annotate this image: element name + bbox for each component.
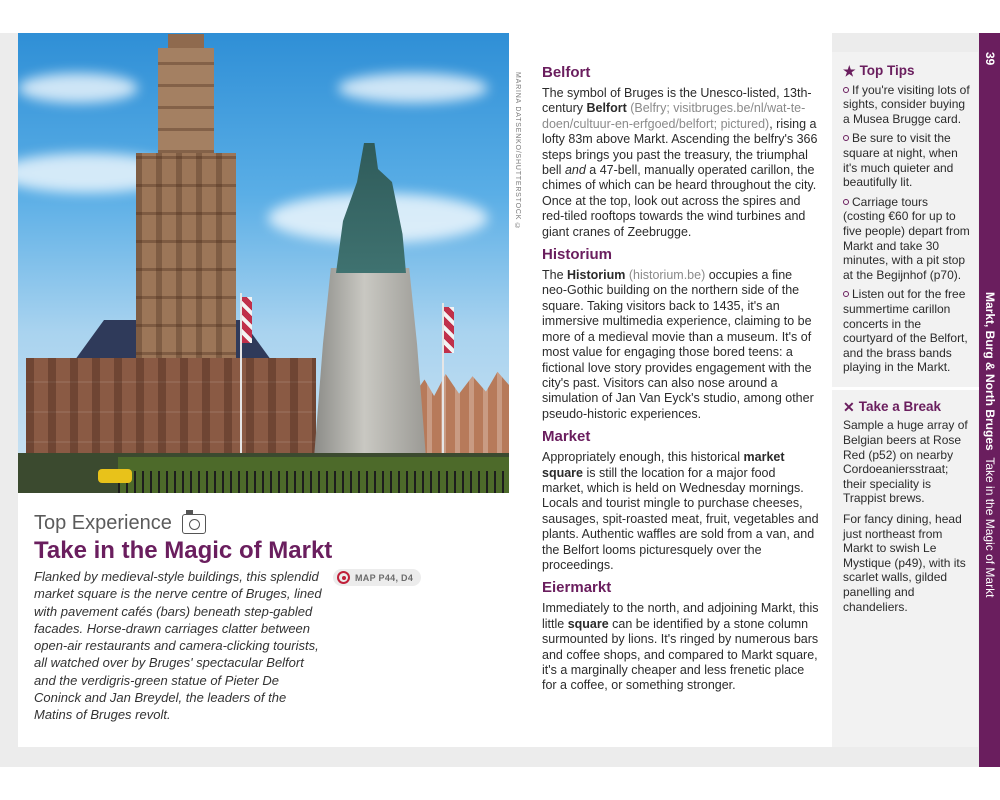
bullet-icon (843, 87, 849, 93)
section-paragraph (542, 601, 820, 693)
take-a-break-heading (843, 400, 971, 415)
fence (118, 471, 509, 493)
spine-chapter: Take in the Magic of Markt (983, 457, 997, 598)
section-heading: Historium (542, 246, 613, 264)
lead-paragraph: Flanked by medieval-style buildings, this splendid market square is the nerve centre of Bruges, lined with pavement cafés (bars) beneath step-gabled facades. Horse-drawn carriages clatter between open-air restaurants and camera-clicking tourists, all watched over by Bruges' spectacular Belfort and the verdigris-green statue of Pieter De Coninck and Jan Breydel, the leaders of the Matins of Bruges revolt. (34, 569, 322, 723)
spine-chapter-label (983, 292, 997, 597)
tip-text: Be sure to visit the square at night, when it's much quieter and beautifully lit. (843, 131, 958, 190)
body-text: The (542, 268, 568, 283)
body-text: The symbol of Bruges is the Unesco-listed, 13th-century (542, 86, 812, 116)
sidebar (832, 52, 978, 747)
section-paragraph (542, 450, 820, 573)
bullet-icon (843, 199, 849, 205)
break-paragraph: For fancy dining, head just northeast from Markt to swish Le Mystique (p49), with its scarlet walls, gilded panelling and chandeliers. (843, 512, 966, 614)
section-heading: Market (542, 428, 591, 446)
star-icon: ★ (843, 63, 856, 80)
bold-term: Historium (567, 268, 626, 283)
body-text: and (564, 163, 586, 178)
map-reference-badge[interactable] (333, 569, 421, 586)
photo-credit: MARINA DATSENKO/SHUTTERSTOCK © (514, 72, 521, 231)
utensils-icon: ✕ (843, 399, 855, 416)
tip-text: Listen out for the free summertime carillon concerts in the courtyard of the Belfort, and the brass bands playing in the Markt. (843, 287, 968, 375)
page-number: 39 (983, 52, 997, 66)
body-text: Immediately to the north, and adjoining Markt, this little (542, 601, 819, 631)
flag (444, 307, 454, 353)
body-text: a 47-bell, manually operated carillon, the chimes of which can be heard throughout the city. Once at the top, look out across the spires and red-tiled rooftops towards the wind turbines and giant cranes of Zeebrugge. (542, 163, 817, 239)
break-paragraph: Sample a huge array of Belgian beers at Rose Red (p52) on nearby Cordoeaniersstraat; their speciality is Trappist brews. (843, 418, 968, 506)
tip-item (843, 195, 971, 283)
page-title: Take in the Magic of Markt (34, 537, 333, 564)
belfry-tower (136, 153, 236, 383)
take-a-break-title: Take a Break (858, 398, 942, 414)
section-paragraph (542, 268, 820, 422)
top-experience-header (34, 512, 206, 535)
bold-term: Belfort (586, 101, 627, 116)
statue-pedestal (314, 268, 426, 458)
top-tips-list (843, 83, 971, 375)
top-tips-title: Top Tips (859, 63, 915, 78)
camera-icon (182, 514, 206, 534)
body-text: , rising a lofty 83m above Markt. Ascending the belfry's 366 steps brings you past the treasury, the triumphal bell (542, 116, 818, 178)
body-text: occupies a fine neo-Gothic building on the northern side of the square. Taking visitors back to 1435, it's an immersive multimedia experience, claiming to be more of a medieval movie than a museum. It's of most value for engaging those bored teens: a fictional love story provides engagement with the city's past. Visitors can also nose around a simulation of Jan Van Eyck's studio, among other pseudo-historic experiences. (542, 268, 814, 421)
belfry-crown (168, 34, 204, 48)
spine-section: Markt, Burg & North Bruges (983, 292, 997, 451)
body-text: Appropriately enough, this historical (542, 450, 744, 465)
body-text: is still the location for a major food market, which is held on Wednesday mornings. Locals and tourist mingle to purchase cheeses, sausages, spit-roasted meat, fruit, vegetables and plants. Authentic waffles are sold from a van, and the Belfort looms picturesquely over the proceedings. (542, 465, 819, 572)
taxi (98, 469, 132, 483)
cloud (18, 73, 138, 103)
tip-text: Carriage tours (costing €60 for up to five people) depart from Markt and take 30 minutes, with a pit stop at the Begijnhof (p70). (843, 194, 970, 282)
section-heading: Eiermarkt (542, 579, 612, 597)
reference-text: (Belfry; visitbruges.be/nl/wat-te-doen/cultuur-en-erfgoed/belfort; pictured) (542, 101, 806, 131)
bold-term: square (567, 616, 609, 631)
tip-item (843, 83, 971, 127)
take-a-break-text (843, 418, 971, 614)
top-tips-heading (843, 64, 971, 79)
body-text: can be identified by a stone column surmounted by lions. It's ringed by numerous bars and coffee shops, and compared to Markt square, it's a marginally cheaper and less frenetic place for a coffee, or something stronger. (542, 616, 819, 693)
section-paragraph (542, 86, 820, 240)
belfort-photo (18, 33, 509, 493)
bullet-icon (843, 135, 849, 141)
map-reference-label: MAP P44, D4 (355, 572, 414, 583)
bold-term: market square (542, 450, 785, 480)
bullet-icon (843, 291, 849, 297)
sidebar-divider (832, 387, 982, 390)
map-target-icon (337, 571, 350, 584)
tip-item (843, 287, 971, 375)
main-text-column (542, 64, 820, 700)
tip-item (843, 131, 971, 189)
reference-text: (historium.be) (625, 268, 706, 283)
section-heading: Belfort (542, 64, 591, 81)
flag (242, 297, 252, 343)
top-experience-label: Top Experience (34, 512, 172, 534)
belfry-upper (158, 48, 214, 153)
cloud (338, 73, 488, 103)
tip-text: If you're visiting lots of sights, consider buying a Musea Brugge card. (843, 82, 970, 126)
